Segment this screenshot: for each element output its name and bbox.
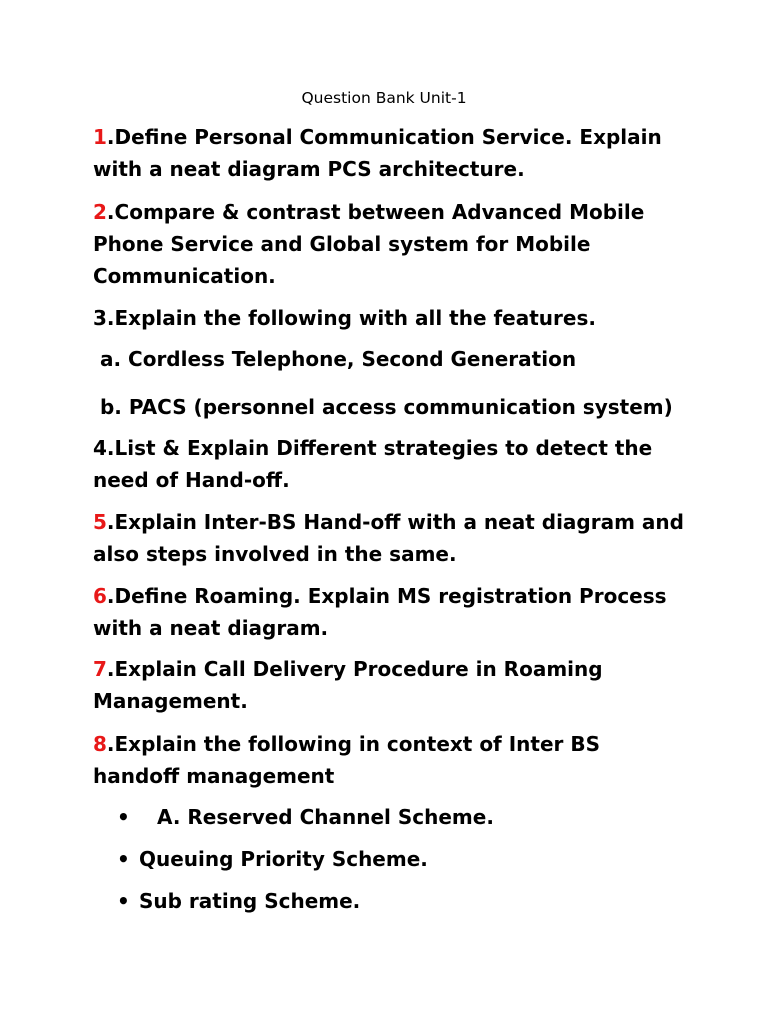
question-3 xyxy=(93,302,693,334)
bullet-icon: • xyxy=(117,847,130,871)
question-number: 8 xyxy=(93,732,107,756)
question-number: 1 xyxy=(93,125,107,149)
question-text: .Explain Inter-BS Hand-off with a neat diagram and also steps involved in the same. xyxy=(93,510,684,566)
page-title: Question Bank Unit-1 xyxy=(301,89,467,107)
question-number: 6 xyxy=(93,584,107,608)
question-1 xyxy=(93,121,693,185)
bullet-icon: • xyxy=(117,889,130,913)
question-6 xyxy=(93,580,693,644)
question-text: .List & Explain Different strategies to detect the need of Hand-off. xyxy=(93,436,653,492)
question-number: 2 xyxy=(93,200,107,224)
question-number: 7 xyxy=(93,657,107,681)
question-text: .Define Personal Communication Service. Explain with a neat diagram PCS architecture. xyxy=(93,125,662,181)
question-5 xyxy=(93,506,693,570)
bullet-icon: • xyxy=(117,805,130,829)
question-2 xyxy=(93,196,693,292)
subitem-b: b. PACS (personnel access communication system) xyxy=(93,395,673,419)
bullet-item: A. Reserved Channel Scheme. xyxy=(157,805,494,829)
subitem-a: a. Cordless Telephone, Second Generation xyxy=(93,347,577,371)
question-7 xyxy=(93,653,693,717)
question-text: .Explain the following in context of Inter BS handoff management xyxy=(93,732,600,788)
question-number: 5 xyxy=(93,510,107,534)
question-text: .Explain Call Delivery Procedure in Roaming Management. xyxy=(93,657,603,713)
question-text: .Define Roaming. Explain MS registration Process with a neat diagram. xyxy=(93,584,667,640)
question-number: 4 xyxy=(93,436,107,460)
question-8 xyxy=(93,728,693,792)
question-4 xyxy=(93,432,693,496)
question-number: 3 xyxy=(93,306,107,330)
bullet-item: Sub rating Scheme. xyxy=(139,889,361,913)
question-text: .Explain the following with all the features. xyxy=(106,306,596,330)
bullet-item: Queuing Priority Scheme. xyxy=(139,847,428,871)
question-text: .Compare & contrast between Advanced Mobile Phone Service and Global system for Mobile Communication. xyxy=(93,200,645,288)
